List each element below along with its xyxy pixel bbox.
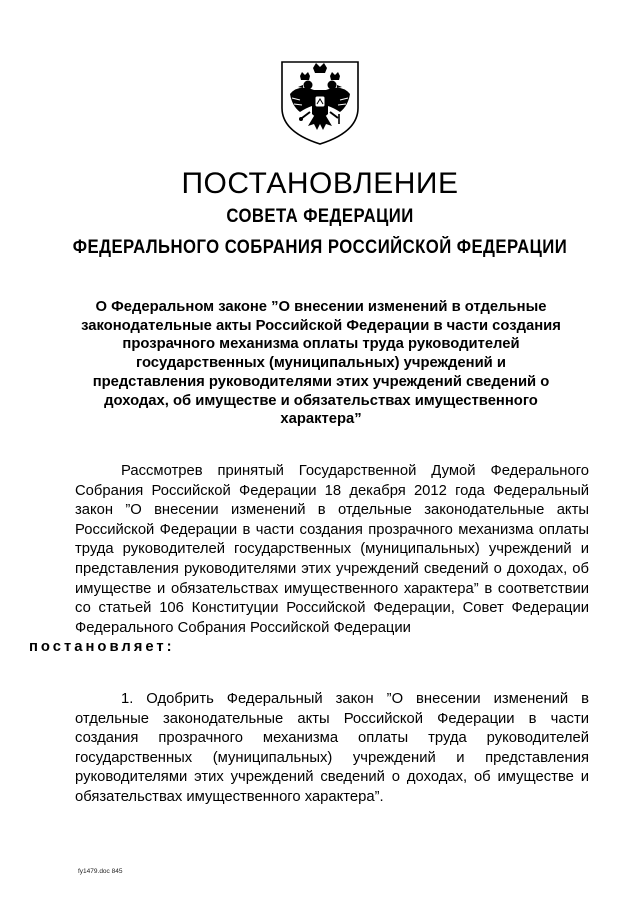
- paragraph-preamble: [29, 462, 589, 658]
- coat-of-arms-icon: [278, 58, 362, 146]
- document-title: ПОСТАНОВЛЕНИЕ: [181, 167, 459, 200]
- preamble-text: Рассмотрев принятый Государственной Думой Федерального Собрания Российской Федерации 18 декабря 2012 года Федеральный закон ”О внесении изменений в отдельные законодательные акты Российской Федерации в части создания прозрачного механизма оплаты труда руководителей государственных (муниципальных) учреждений и представления руководителями этих учреждений сведений о доходах, об имуществе и обязательствах имущественного характера” в соответствии со статьей 106 Конституции Российской Федерации, Совет Федерации Федерального Собрания Российской Федерации: [75, 463, 589, 636]
- resolve-word: постановляет:: [29, 639, 175, 656]
- issuer-line-2: ФЕДЕРАЛЬНОГО СОБРАНИЯ РОССИЙСКОЙ ФЕДЕРАЦИИ: [72, 237, 568, 258]
- file-code: fy1479.doc 845: [78, 868, 123, 875]
- issuer-line-1: СОВЕТА ФЕДЕРАЦИИ: [226, 206, 414, 227]
- document-subject: О Федеральном законе ”О внесении изменений в отдельные законодательные акты Российской Федерации в части создания прозрачного механизма оплаты труда руководителей государственных (муниципальных) учреждений и представления руководителями этих учреждений сведений о доходах, об имуществе и обязательствах имущественного характера”: [81, 299, 561, 428]
- paragraph-decision: 1. Одобрить Федеральный закон ”О внесении изменений в отдельные законодательные акты Российской Федерации в части создания прозрачного механизма оплаты труда руководителей государственных (муниципальных) учреждений и представления руководителями этих учреждений сведений о доходах, об имуществе и обязательствах имущественного характера”.: [75, 691, 589, 805]
